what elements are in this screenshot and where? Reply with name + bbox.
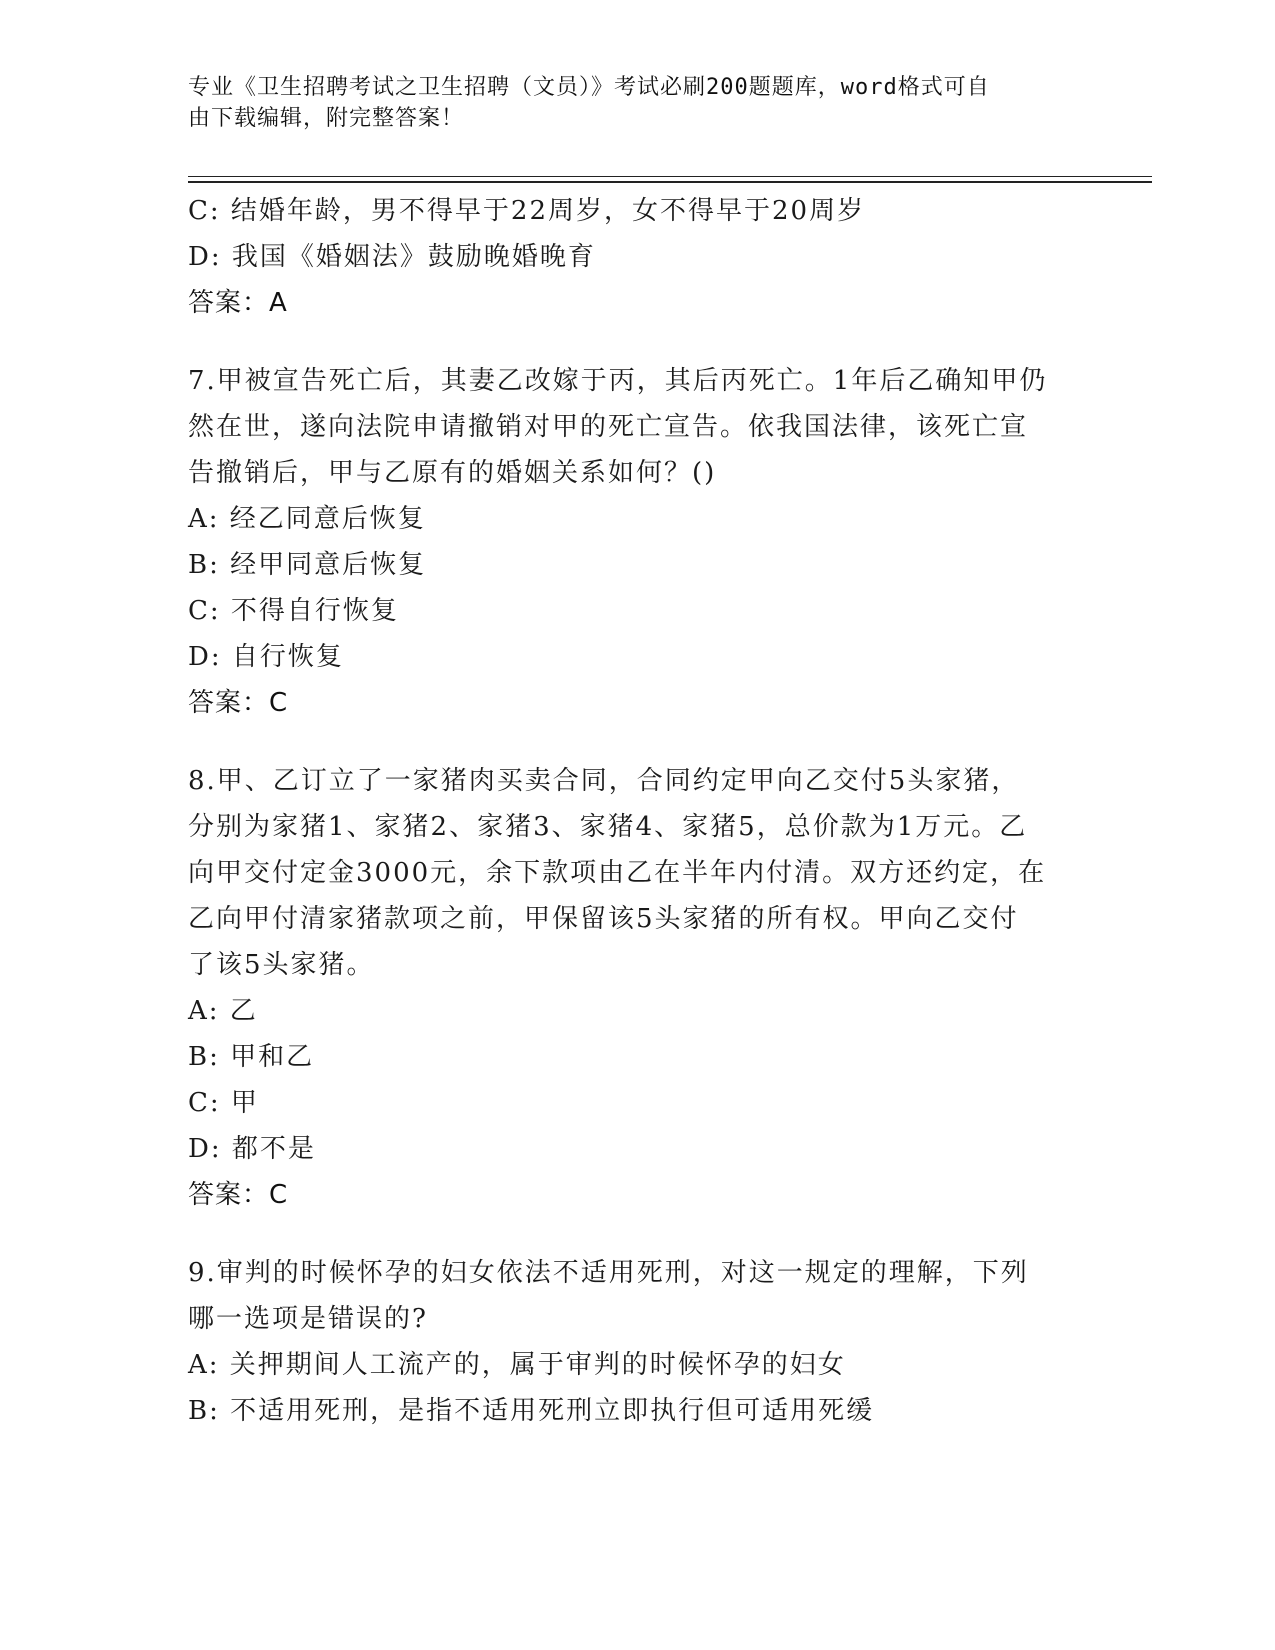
answer-line: 答案：A — [188, 288, 288, 318]
option-c: C: 不得自行恢复 — [188, 596, 399, 626]
spacer — [188, 1218, 1088, 1250]
option-d: D: 我国《婚姻法》鼓励晚婚晚育 — [188, 242, 596, 272]
option-c: C: 结婚年龄，男不得早于22周岁，女不得早于20周岁 — [188, 196, 866, 226]
question-text-line: 分别为家猪1、家猪2、家猪3、家猪4、家猪5，总价款为1万元。乙 — [188, 812, 1028, 842]
option-a: A: 乙 — [188, 996, 258, 1026]
question-text-line: 哪一选项是错误的? — [188, 1304, 428, 1334]
option-c: C: 甲 — [188, 1088, 259, 1118]
option-b: B: 经甲同意后恢复 — [188, 550, 427, 580]
question-content — [188, 188, 1088, 1434]
question-text-line: 9.审判的时候怀孕的妇女依法不适用死刑，对这一规定的理解，下列 — [188, 1258, 1029, 1288]
header-rule-thin — [188, 176, 1152, 177]
question-text-line: 乙向甲付清家猪款项之前，甲保留该5头家猪的所有权。甲向乙交付 — [188, 904, 1019, 934]
option-a: A: 关押期间人工流产的，属于审判的时候怀孕的妇女 — [188, 1350, 846, 1380]
answer-line: 答案：C — [188, 1180, 289, 1210]
question-text-line: 告撤销后，甲与乙原有的婚姻关系如何？() — [188, 458, 717, 488]
header-line-1: 专业《卫生招聘考试之卫生招聘（文员）》考试必刷200题题库，word格式可自 — [188, 75, 990, 100]
document-header — [188, 72, 1088, 134]
question-text-line: 7.甲被宣告死亡后，其妻乙改嫁于丙，其后丙死亡。1年后乙确知甲仍 — [188, 366, 1048, 396]
answer-line: 答案：C — [188, 688, 289, 718]
spacer — [188, 726, 1088, 758]
question-text-line: 向甲交付定金3000元，余下款项由乙在半年内付清。双方还约定，在 — [188, 858, 1047, 888]
header-line-2: 由下载编辑，附完整答案！ — [188, 106, 465, 131]
question-text-line: 然在世，遂向法院申请撤销对甲的死亡宣告。依我国法律，该死亡宣 — [188, 412, 1029, 442]
option-d: D: 自行恢复 — [188, 642, 344, 672]
question-8 — [188, 758, 1088, 1218]
option-b: B: 甲和乙 — [188, 1042, 315, 1072]
question-6-tail — [188, 188, 1088, 326]
question-text-line: 了该5头家猪。 — [188, 950, 375, 980]
option-d: D: 都不是 — [188, 1134, 316, 1164]
question-7 — [188, 358, 1088, 726]
spacer — [188, 326, 1088, 358]
option-a: A: 经乙同意后恢复 — [188, 504, 426, 534]
option-b: B: 不适用死刑，是指不适用死刑立即执行但可适用死缓 — [188, 1396, 875, 1426]
question-9 — [188, 1250, 1088, 1434]
header-rule-thick — [188, 181, 1152, 183]
question-text-line: 8.甲、乙订立了一家猪肉买卖合同，合同约定甲向乙交付5头家猪， — [188, 766, 1020, 796]
